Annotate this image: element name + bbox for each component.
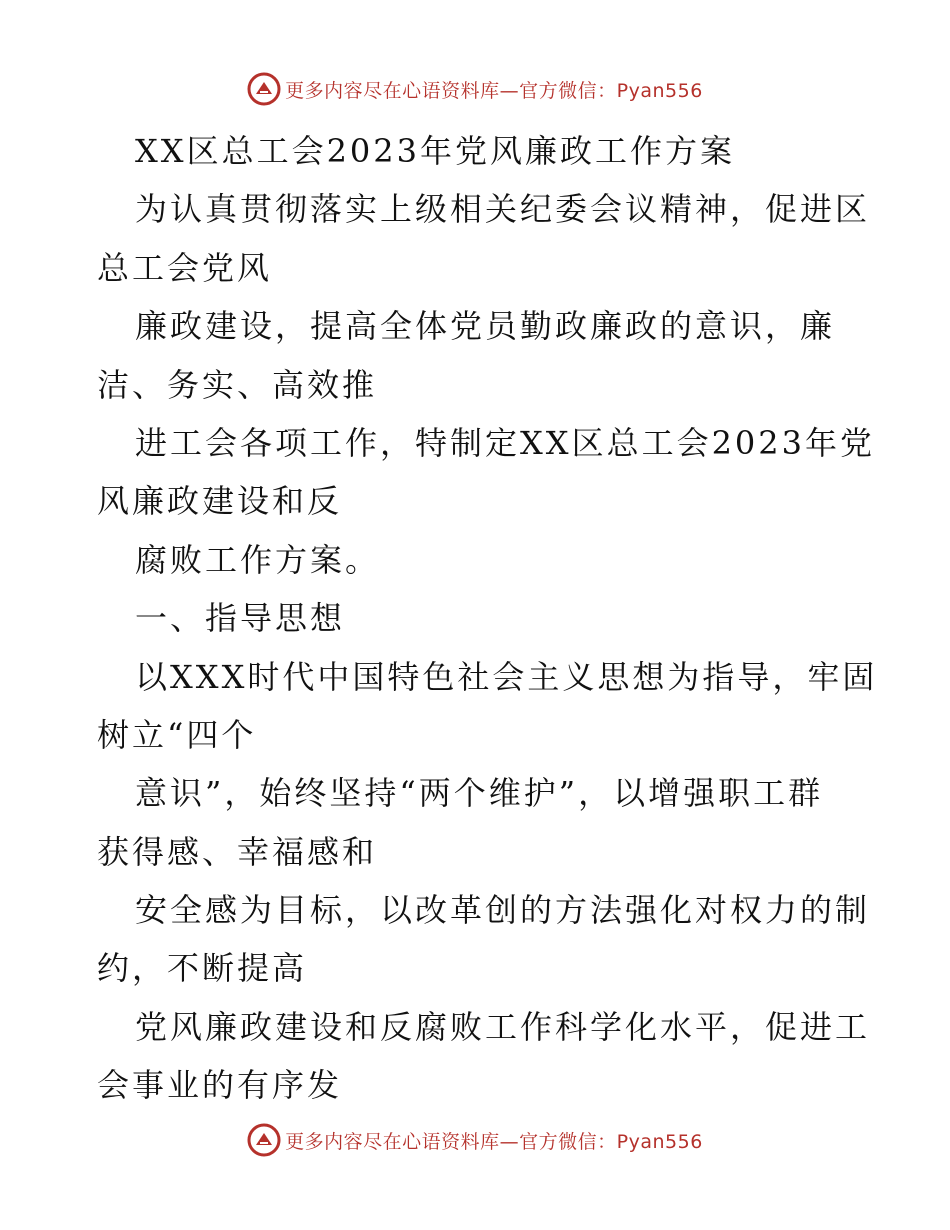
text-line: 风廉政建设和反 <box>97 482 343 521</box>
text-line: 总工会党风 <box>97 248 273 287</box>
text-line: 意识”，始终坚持“两个维护”，以增强职工群 <box>135 774 824 813</box>
text-line: 一、指导思想 <box>135 599 346 638</box>
text-line: 廉政建设，提高全体党员勤政廉政的意识，廉 <box>135 307 836 346</box>
text-line: 以XXX时代中国特色社会主义思想为指导，牢固 <box>135 657 878 696</box>
text-line: 获得感、幸福感和 <box>97 832 378 871</box>
watermark-text: 更多内容尽在心语资料库—官方微信：Pyan556 <box>285 1130 703 1153</box>
text-line: 洁、务实、高效推 <box>97 365 378 404</box>
text-line: 约，不断提高 <box>97 949 308 988</box>
red-book-logo-icon <box>247 1123 281 1157</box>
text-line: 进工会各项工作，特制定XX区总工会2023年党 <box>135 423 876 462</box>
text-line: 会事业的有序发 <box>97 1066 343 1105</box>
text-line: XX区总工会2023年党风廉政工作方案 <box>135 132 736 170</box>
text-line: 党风廉政建设和反腐败工作科学化水平，促进工 <box>135 1007 871 1046</box>
red-book-logo-icon <box>247 72 281 106</box>
footer-watermark <box>0 1123 950 1157</box>
text-line: 安全感为目标，以改革创的方法强化对权力的制 <box>135 891 871 930</box>
text-line: 树立“四个 <box>97 715 257 754</box>
text-line: 腐败工作方案。 <box>135 540 381 579</box>
header-watermark <box>0 72 950 106</box>
text-line: 为认真贯彻落实上级相关纪委会议精神，促进区 <box>135 190 871 229</box>
watermark-text: 更多内容尽在心语资料库—官方微信：Pyan556 <box>285 79 703 102</box>
document-body <box>97 122 878 1115</box>
